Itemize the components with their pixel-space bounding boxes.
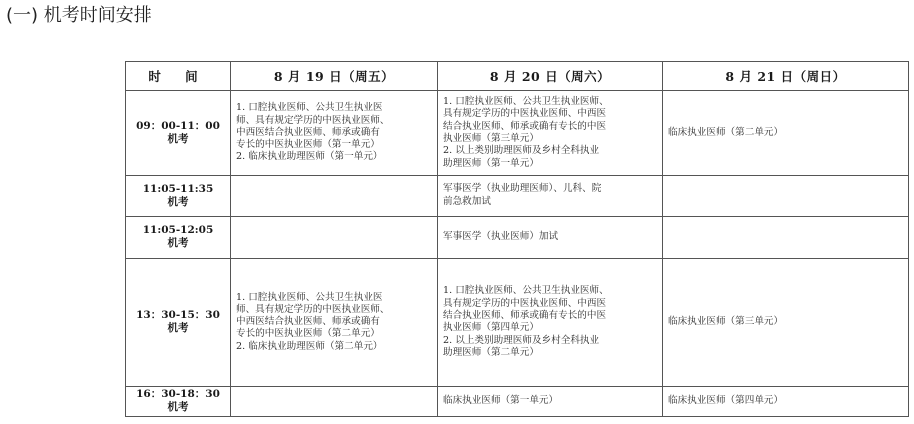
cell-text-line: 2. 以上类别助理医师及乡村全科执业 xyxy=(443,145,600,157)
schedule-cell-day-2 xyxy=(438,386,663,416)
cell-text-line: 2. 以上类别助理医师及乡村全科执业 xyxy=(443,334,600,346)
cell-text-line: 专长的中医执业医师（第二单元） xyxy=(236,328,380,340)
cell-text-line: 具有规定学历的中医执业医师、中西医 xyxy=(443,297,607,309)
cell-text-line: 师、具有规定学历的中医执业医师、 xyxy=(236,114,390,126)
time-range: 11:05-11:35 xyxy=(142,182,214,195)
schedule-cell-day-3 xyxy=(663,259,909,387)
exam-type: 机考 xyxy=(167,133,189,146)
cell-text-line: 临床执业医师（第一单元） xyxy=(443,395,559,407)
time-range: 11:05-12:05 xyxy=(142,224,214,237)
time-range: 13：30-15：30 xyxy=(136,309,220,322)
cell-text-line: 1. 口腔执业医师、公共卫生执业医师、 xyxy=(443,96,609,108)
table-row xyxy=(126,386,909,416)
cell-text-line: 2. 临床执业助理医师（第二单元） xyxy=(236,340,383,352)
cell-text-line: 结合执业医师、师承或确有专长的中医 xyxy=(443,120,607,132)
schedule-cell-day-3 xyxy=(663,386,909,416)
time-cell xyxy=(126,216,231,259)
schedule-cell-day-1 xyxy=(231,259,438,387)
schedule-cell-day-3 xyxy=(663,216,909,259)
schedule-cell-day-3 xyxy=(663,176,909,216)
exam-type: 机考 xyxy=(167,401,189,414)
schedule-cell-day-1 xyxy=(231,216,438,259)
cell-text-line: 执业医师（第三单元） xyxy=(443,133,539,145)
schedule-cell-day-2 xyxy=(438,259,663,387)
header-time: 时 间 xyxy=(126,62,231,91)
schedule-cell-day-1 xyxy=(231,386,438,416)
table-row xyxy=(126,216,909,259)
cell-text-line: 2. 临床执业助理医师（第一单元） xyxy=(236,151,383,163)
cell-text-line: 临床执业医师（第三单元） xyxy=(668,316,784,328)
exam-type: 机考 xyxy=(167,195,189,208)
table-row xyxy=(126,91,909,176)
time-range: 09：00-11：00 xyxy=(136,120,220,133)
exam-schedule-table xyxy=(125,61,909,417)
time-cell xyxy=(126,176,231,216)
schedule-cell-day-3 xyxy=(663,91,909,176)
cell-text-line: 师、具有规定学历的中医执业医师、 xyxy=(236,303,390,315)
cell-text-line: 1. 口腔执业医师、公共卫生执业医 xyxy=(236,102,383,114)
cell-text-line: 临床执业医师（第二单元） xyxy=(668,126,784,138)
table-row xyxy=(126,259,909,387)
cell-text-line: 中西医结合执业医师、师承或确有 xyxy=(236,316,380,328)
time-cell xyxy=(126,259,231,387)
time-cell xyxy=(126,91,231,176)
cell-text-line: 军事医学（执业医师）加试 xyxy=(443,231,559,243)
cell-text-line: 具有规定学历的中医执业医师、中西医 xyxy=(443,108,607,120)
exam-type: 机考 xyxy=(167,322,189,335)
schedule-cell-day-2 xyxy=(438,176,663,216)
cell-text-line: 1. 口腔执业医师、公共卫生执业医师、 xyxy=(443,285,609,297)
header-day-2: 8 月 20 日（周六） xyxy=(438,62,663,91)
time-cell xyxy=(126,386,231,416)
cell-text-line: 执业医师（第四单元） xyxy=(443,322,539,334)
cell-text-line: 结合执业医师、师承或确有专长的中医 xyxy=(443,310,607,322)
header-day-1: 8 月 19 日（周五） xyxy=(231,62,438,91)
cell-text-line: 前急救加试 xyxy=(443,195,491,207)
cell-text-line: 助理医师（第一单元） xyxy=(443,157,539,169)
cell-text-line: 1. 口腔执业医师、公共卫生执业医 xyxy=(236,291,383,303)
cell-text-line: 专长的中医执业医师（第一单元） xyxy=(236,139,380,151)
header-day-3: 8 月 21 日（周日） xyxy=(663,62,909,91)
schedule-cell-day-1 xyxy=(231,176,438,216)
schedule-cell-day-1 xyxy=(231,91,438,176)
exam-type: 机考 xyxy=(167,237,189,250)
cell-text-line: 助理医师（第二单元） xyxy=(443,346,539,358)
cell-text-line: 军事医学（执业助理医师）、儿科、院 xyxy=(443,183,602,195)
cell-text-line: 临床执业医师（第四单元） xyxy=(668,395,784,407)
cell-text-line: 中西医结合执业医师、师承或确有 xyxy=(236,126,380,138)
table-row xyxy=(126,176,909,216)
time-range: 16：30-18：30 xyxy=(136,388,220,401)
schedule-cell-day-2 xyxy=(438,91,663,176)
section-heading: (一) 机考时间安排 xyxy=(6,5,152,26)
schedule-cell-day-2 xyxy=(438,216,663,259)
table-header-row xyxy=(126,62,909,91)
